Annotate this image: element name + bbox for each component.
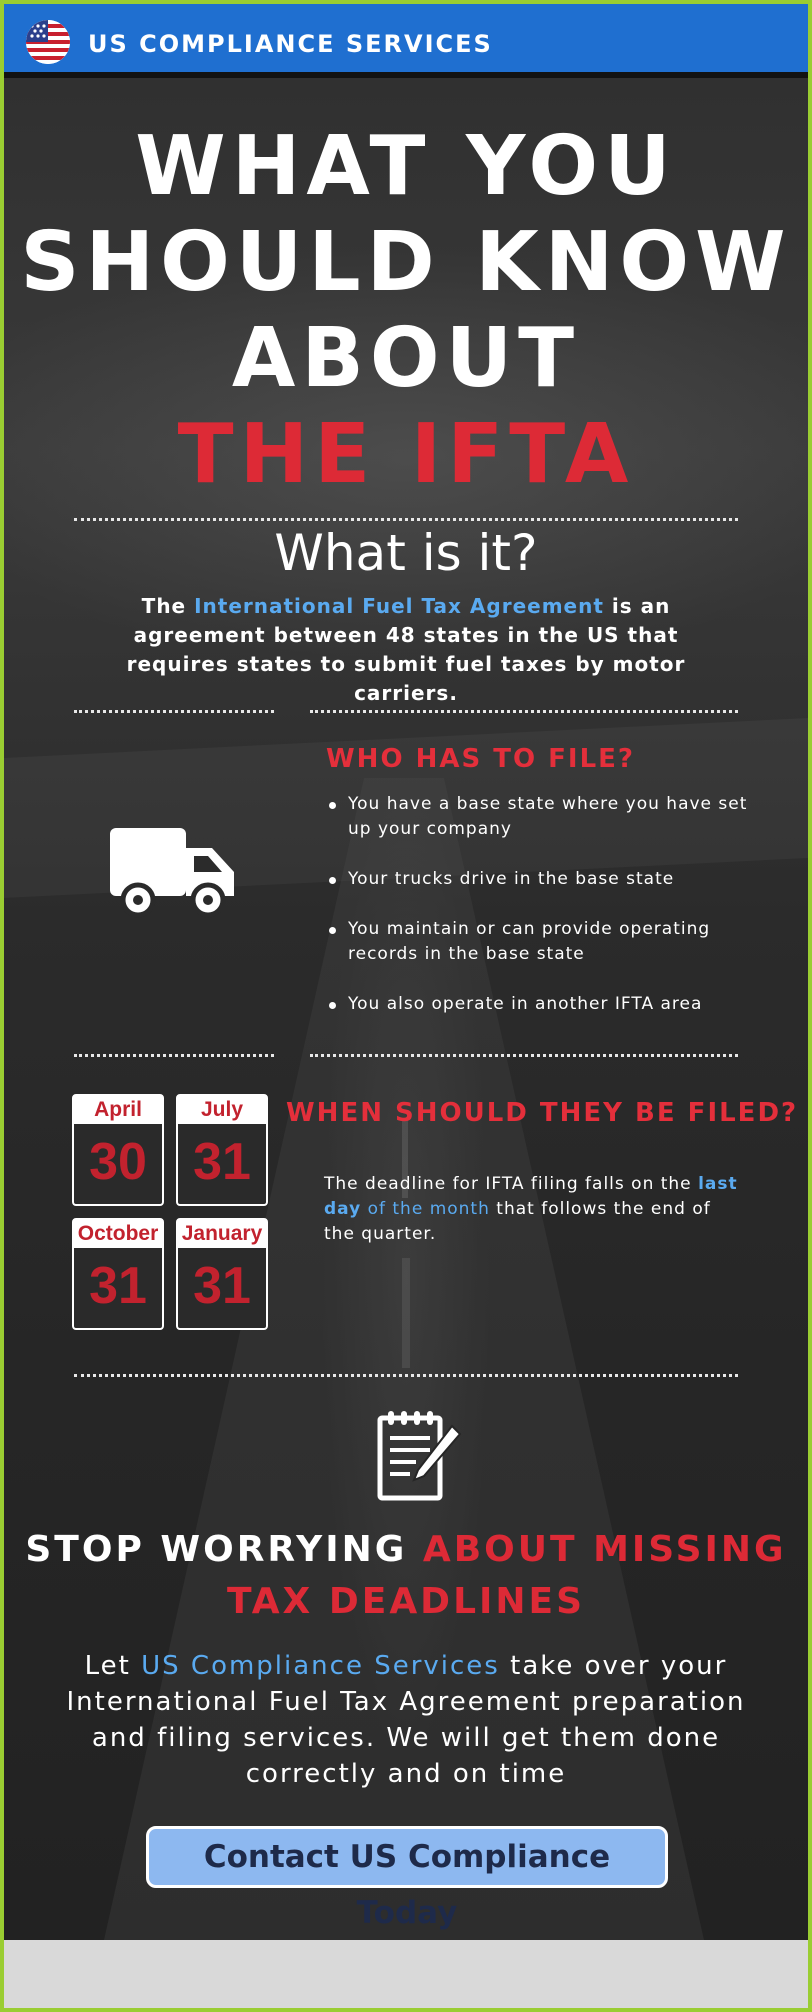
when-title: WHEN SHOULD THEY BE FILED? — [286, 1098, 799, 1128]
calendar-day: 31 — [193, 1133, 251, 1191]
ifta-term: International Fuel Tax Agreement — [194, 594, 604, 618]
site-title[interactable]: US COMPLIANCE SERVICES — [88, 30, 493, 58]
divider — [74, 1054, 274, 1057]
deadline-text-post: that follows the end of the quarter. — [324, 1199, 711, 1244]
deadline-emphasis: last day — [324, 1174, 738, 1219]
services-description — [34, 1648, 778, 1792]
hero-line-1: WHAT YOU — [135, 119, 677, 214]
calendar-july — [176, 1094, 268, 1206]
calendar-april — [72, 1094, 164, 1206]
truck-icon — [108, 826, 238, 922]
calendar-january — [176, 1218, 268, 1330]
calendar-october — [72, 1218, 164, 1330]
divider — [310, 710, 738, 713]
stop-worrying-heading — [4, 1524, 808, 1628]
us-flag-icon[interactable] — [26, 20, 70, 64]
calendar-day: 31 — [193, 1257, 251, 1315]
hero-line-2: SHOULD KNOW — [20, 215, 792, 310]
page-frame — [4, 4, 808, 2008]
brand-link[interactable]: US Compliance Services — [141, 1651, 500, 1681]
what-description — [104, 592, 708, 708]
calendar-day: 30 — [89, 1133, 147, 1191]
calendar-month: April — [74, 1096, 162, 1124]
deadline-text-pre: The deadline for IFTA filing falls on the — [324, 1174, 699, 1194]
stop-heading-red: ABOUT MISSING TAX DEADLINES — [226, 1529, 787, 1622]
divider — [74, 1374, 738, 1377]
infographic-body — [4, 78, 808, 1940]
what-heading: What is it? — [274, 524, 538, 582]
services-text-post: take over your International Fuel Tax Agreement preparation and filing services. We will get them done correctly and on time — [66, 1651, 746, 1789]
divider — [310, 1054, 738, 1057]
list-item: Your trucks drive in the base state — [326, 867, 766, 892]
notepad-pen-icon — [374, 1408, 464, 1508]
hero-line-3: ABOUT — [231, 311, 581, 406]
what-text-pre: The — [141, 594, 195, 618]
who-list — [326, 792, 766, 1042]
contact-button[interactable]: Contact US Compliance Today — [146, 1826, 668, 1888]
who-title: WHO HAS TO FILE? — [326, 744, 635, 774]
calendar-month: January — [178, 1220, 266, 1248]
calendar-day: 31 — [89, 1257, 147, 1315]
hero-line-4: THE IFTA — [177, 407, 635, 502]
divider — [74, 518, 738, 521]
calendar-month: July — [178, 1096, 266, 1124]
site-header — [4, 4, 808, 78]
list-item: You also operate in another IFTA area — [326, 992, 766, 1017]
divider — [74, 710, 274, 713]
deadline-text — [324, 1172, 744, 1247]
stop-heading-white: STOP WORRYING — [25, 1529, 423, 1570]
list-item: You maintain or can provide operating records in the base state — [326, 917, 766, 967]
what-text-post: is an agreement between 48 states in the US that requires states to submit fuel taxes by motor carriers. — [126, 594, 686, 705]
deadline-month: of the month — [361, 1199, 490, 1219]
services-text-pre: Let — [84, 1651, 142, 1681]
calendar-month: October — [74, 1220, 162, 1248]
list-item: You have a base state where you have set up your company — [326, 792, 766, 842]
